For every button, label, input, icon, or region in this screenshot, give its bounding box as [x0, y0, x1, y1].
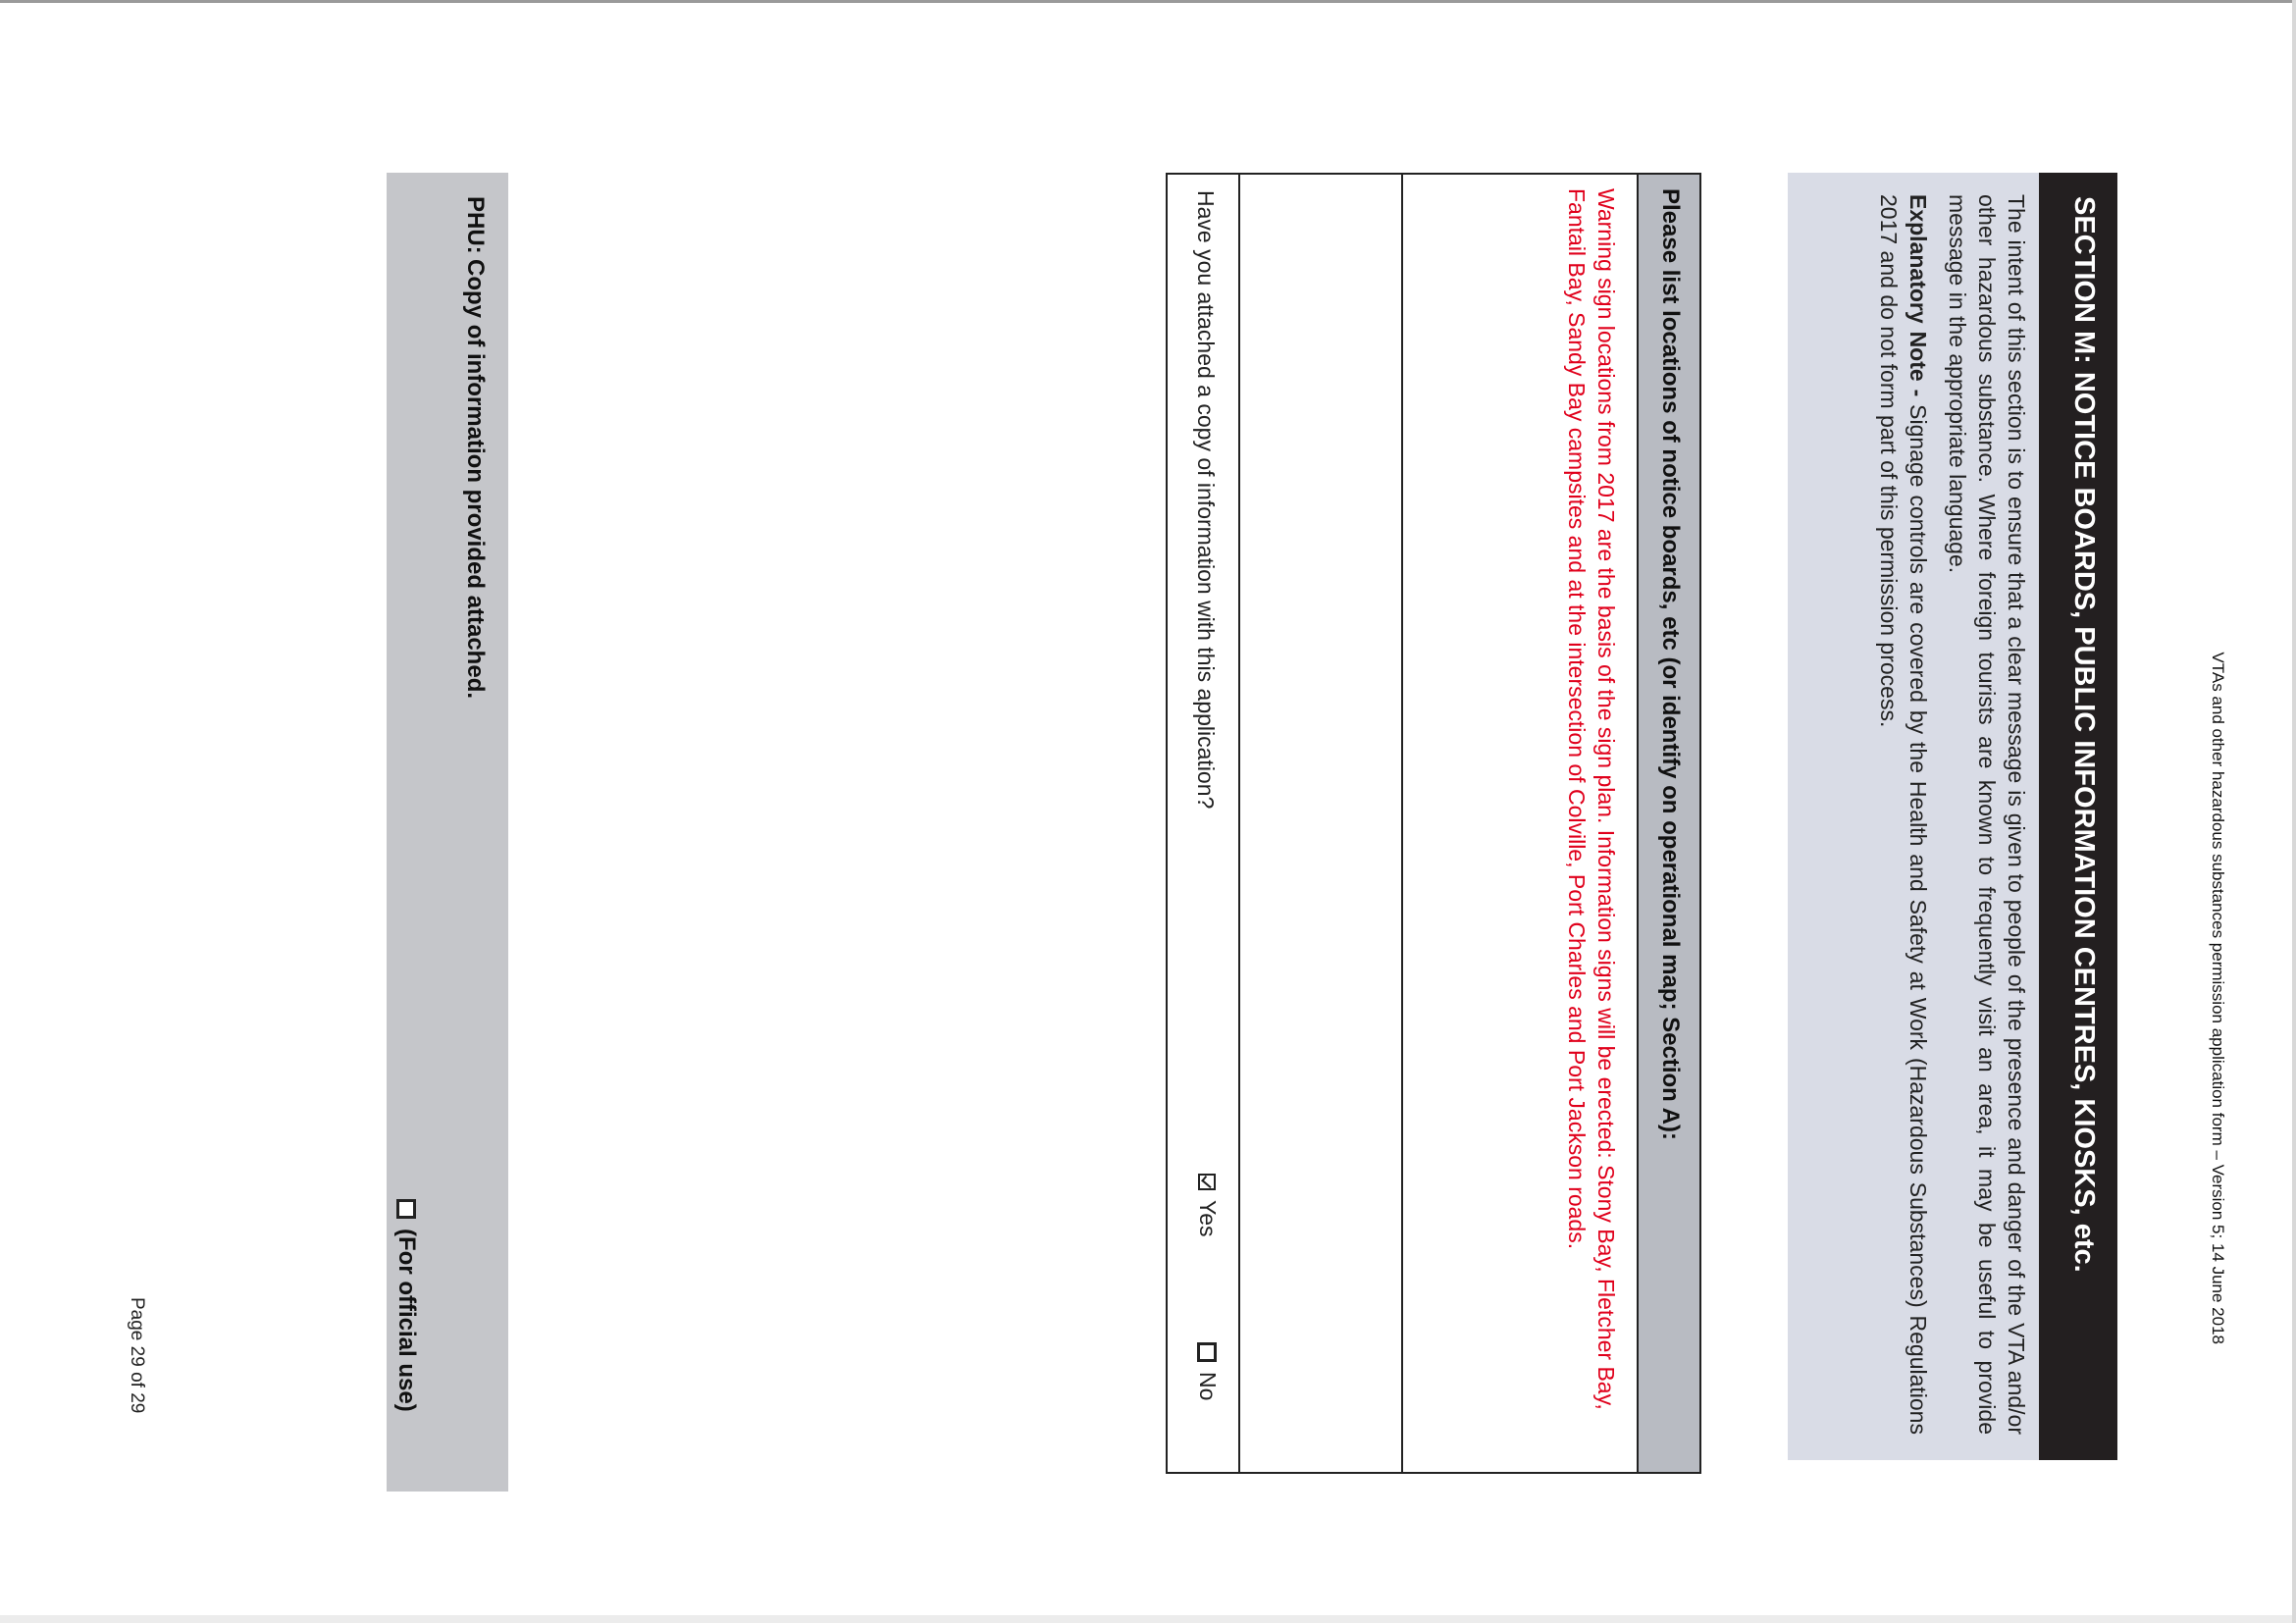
- official-use-label: (For official use): [393, 1229, 420, 1412]
- document-page: [88, 49, 2227, 1442]
- yes-checkbox[interactable]: [1199, 1174, 1217, 1190]
- section-title: SECTION M: NOTICE BOARDS, PUBLIC INFORMATION CENTRES, KIOSKS, etc.: [2039, 173, 2117, 1460]
- locations-table: [1166, 173, 1701, 1474]
- running-header: VTAs and other hazardous substances permission application form – Version 5; 14 June 2018: [2209, 652, 2227, 1344]
- attachment-question: Have you attached a copy of information with this application?: [1193, 190, 1219, 810]
- yes-label: Yes: [1195, 1200, 1221, 1237]
- no-label: No: [1195, 1372, 1221, 1401]
- locations-answer-field[interactable]: Warning sign locations from 2017 are the basis of the sign plan. Information signs will be erected: Stony Bay, Fletcher Bay, Fantail Bay, Sandy Bay campsites and at the intersection of Colville, Port Charles and Port Jackson roads.: [1401, 175, 1637, 1472]
- official-use-option[interactable]: [392, 1199, 420, 1412]
- explanatory-note-label: Explanatory Note -: [1905, 194, 1931, 397]
- intro-box: [1788, 173, 2039, 1460]
- attachment-question-row: [1168, 175, 1238, 1472]
- yes-option[interactable]: [1194, 1174, 1221, 1237]
- phu-label: PHU:: [462, 196, 489, 254]
- official-use-checkbox[interactable]: [396, 1199, 416, 1219]
- scan-edge-right: [2292, 0, 2296, 1623]
- locations-prompt: Please list locations of notice boards, etc (or identify on operational map; Section A):: [1637, 175, 1699, 1472]
- intro-paragraph: The intent of this section is to ensure that a clear message is given to people of the presence and danger of the VTA and/or other hazardous substance. Where foreign tourists are known to frequently visit an area, it may be useful to provide message in the appropriate language.: [1945, 194, 2029, 1435]
- phu-text: Copy of information provided attached.: [462, 259, 489, 700]
- locations-blank-field[interactable]: [1238, 175, 1401, 1472]
- no-option[interactable]: [1194, 1342, 1221, 1400]
- scan-edge-top: [0, 0, 2296, 3]
- page-number: Page 29 of 29: [127, 1297, 147, 1414]
- scan-edge-bottom: [0, 1615, 2296, 1623]
- no-checkbox[interactable]: [1198, 1342, 1218, 1362]
- explanatory-note-text: Signage controls are covered by the Health and Safety at Work (Hazardous Substances) Regulations 2017 and do not form part of this permission process.: [1876, 194, 1931, 1435]
- official-use-bar: [387, 173, 508, 1492]
- explanatory-note: [1874, 194, 1933, 1435]
